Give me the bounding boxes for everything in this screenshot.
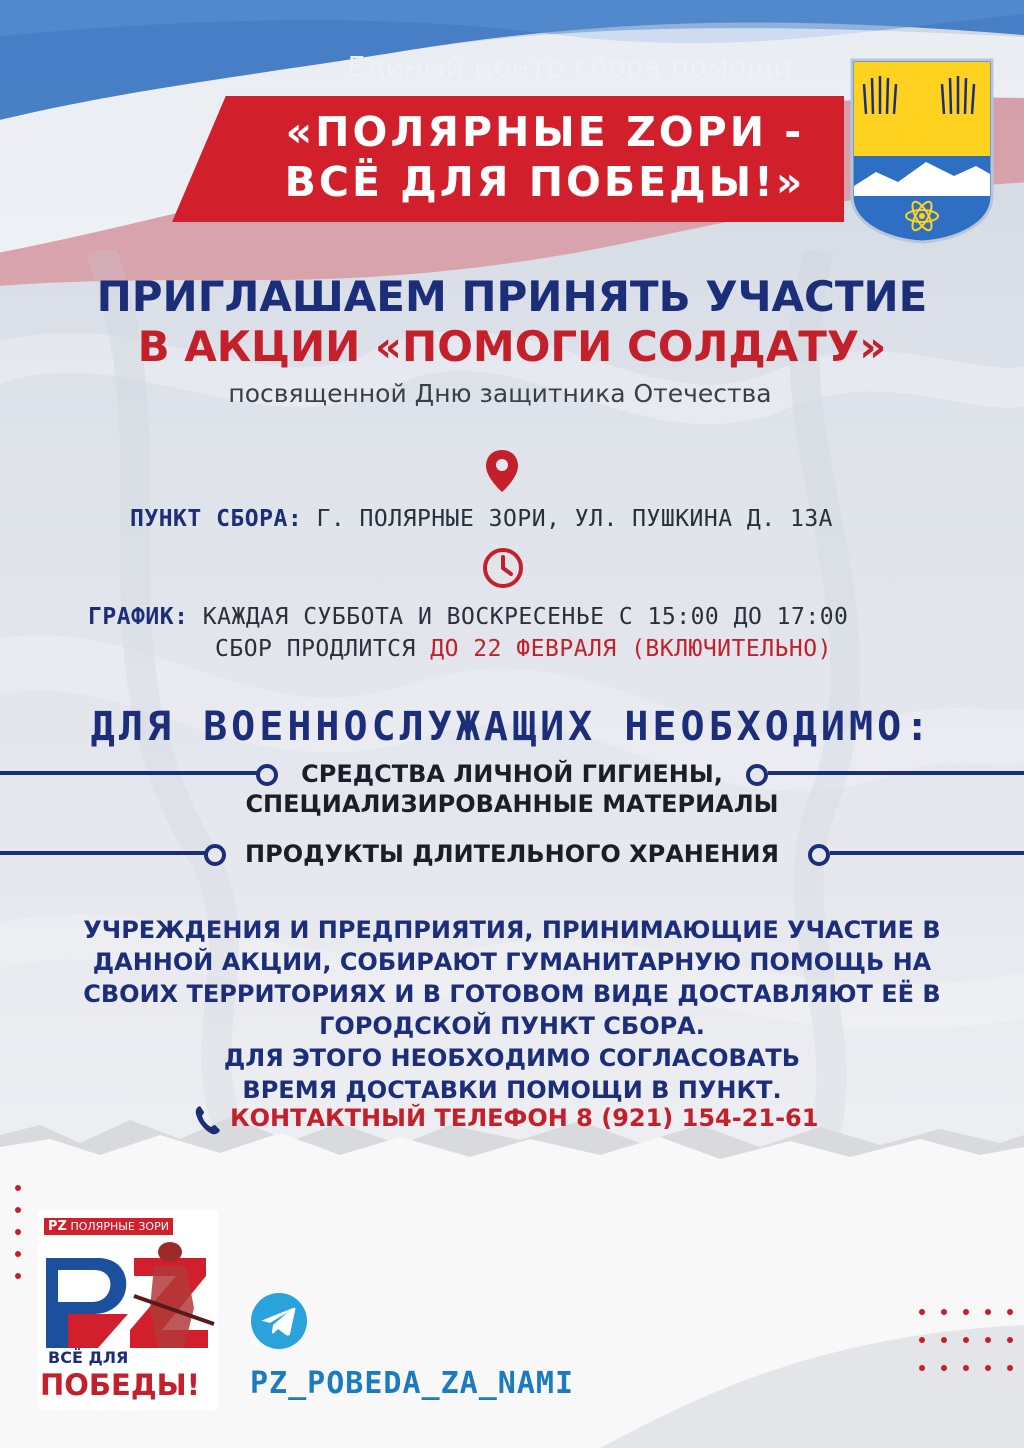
decorative-dots — [10, 1180, 26, 1300]
info-line: ДАННОЙ АКЦИИ, СОБИРАЮТ ГУМАНИТАРНУЮ ПОМОЩЬ НА — [92, 948, 932, 976]
info-line: ДЛЯ ЭТОГО НЕОБХОДИМО СОГЛАСОВАТЬ — [223, 1044, 801, 1072]
info-line: УЧРЕЖДЕНИЯ И ПРЕДПРИЯТИЯ, ПРИНИМАЮЩИЕ УЧАСТИЕ В — [83, 916, 941, 944]
schedule-value: КАЖДАЯ СУББОТА И ВОСКРЕСЕНЬЕ С 15:00 ДО 17:00 — [188, 604, 849, 630]
telegram-handle[interactable]: PZ_POBEDA_ZA_NAMI — [250, 1366, 575, 1401]
center-subtitle: Единый центр сбора помощи — [347, 50, 793, 83]
banner-title-line1: «ПОЛЯРНЫЕ ZОРИ - — [285, 108, 805, 156]
map-pin-icon — [484, 448, 520, 494]
needs-title: ДЛЯ ВОЕННОСЛУЖАЩИХ НЕОБХОДИМО: — [90, 704, 934, 750]
logo-header — [44, 1218, 173, 1235]
coat-of-arms — [846, 56, 998, 244]
need-item-materials: СПЕЦИАЛИЗИРОВАННЫЕ МАТЕРИАЛЫ — [245, 790, 779, 818]
decorative-dots — [914, 1304, 1014, 1376]
schedule-deadline: ДО 22 ФЕВРАЛЯ (ВКЛЮЧИТЕЛЬНО) — [430, 636, 832, 662]
headline-dedication: посвященной Дню защитника Отечества — [228, 379, 772, 408]
headline-invite: ПРИГЛАШАЕМ ПРИНЯТЬ УЧАСТИЕ — [96, 272, 928, 321]
need-item-hygiene: СРЕДСТВА ЛИЧНОЙ ГИГИЕНЫ, — [301, 760, 723, 788]
collection-point — [130, 506, 833, 532]
logo-pz: PZ — [48, 1219, 67, 1234]
schedule-line2 — [215, 636, 832, 662]
collection-point-address: Г. ПОЛЯРНЫЕ ЗОРИ, УЛ. ПУШКИНА Д. 13А — [302, 506, 834, 532]
clock-icon — [481, 546, 525, 590]
logo-city: ПОЛЯРНЫЕ ЗОРИ — [70, 1220, 169, 1233]
logo-slogan-line2: ПОБЕДЫ! — [40, 1368, 200, 1402]
schedule-label: ГРАФИК: — [88, 604, 189, 630]
campaign-logo — [38, 1210, 218, 1410]
telegram-icon[interactable] — [250, 1292, 308, 1350]
logo-slogan-line1: ВСЁ ДЛЯ — [48, 1348, 129, 1367]
info-line: ГОРОДСКОЙ ПУНКТ СБОРА. — [319, 1012, 705, 1040]
info-line: СВОИХ ТЕРРИТОРИЯХ И В ГОТОВОМ ВИДЕ ДОСТАВЛЯЮТ ЕЁ В — [83, 980, 941, 1008]
need-item-food: ПРОДУКТЫ ДЛИТЕЛЬНОГО ХРАНЕНИЯ — [245, 840, 779, 868]
contact-phone: КОНТАКТНЫЙ ТЕЛЕФОН 8 (921) 154-21-61 — [230, 1104, 819, 1132]
info-line: ВРЕМЯ ДОСТАВКИ ПОМОЩИ В ПУНКТ. — [242, 1076, 782, 1104]
schedule-line1 — [88, 604, 848, 630]
info-paragraph — [40, 914, 984, 1106]
schedule-extension-prefix: СБОР ПРОДЛИТСЯ — [215, 636, 431, 662]
soldier-emblem — [38, 1238, 218, 1350]
phone-icon — [194, 1104, 222, 1136]
banner-title-line2: ВСЁ ДЛЯ ПОБЕДЫ!» — [284, 158, 806, 206]
collection-point-label: ПУНКТ СБОРА: — [130, 506, 303, 532]
headline-action: В АКЦИИ «ПОМОГИ СОЛДАТУ» — [137, 322, 887, 371]
